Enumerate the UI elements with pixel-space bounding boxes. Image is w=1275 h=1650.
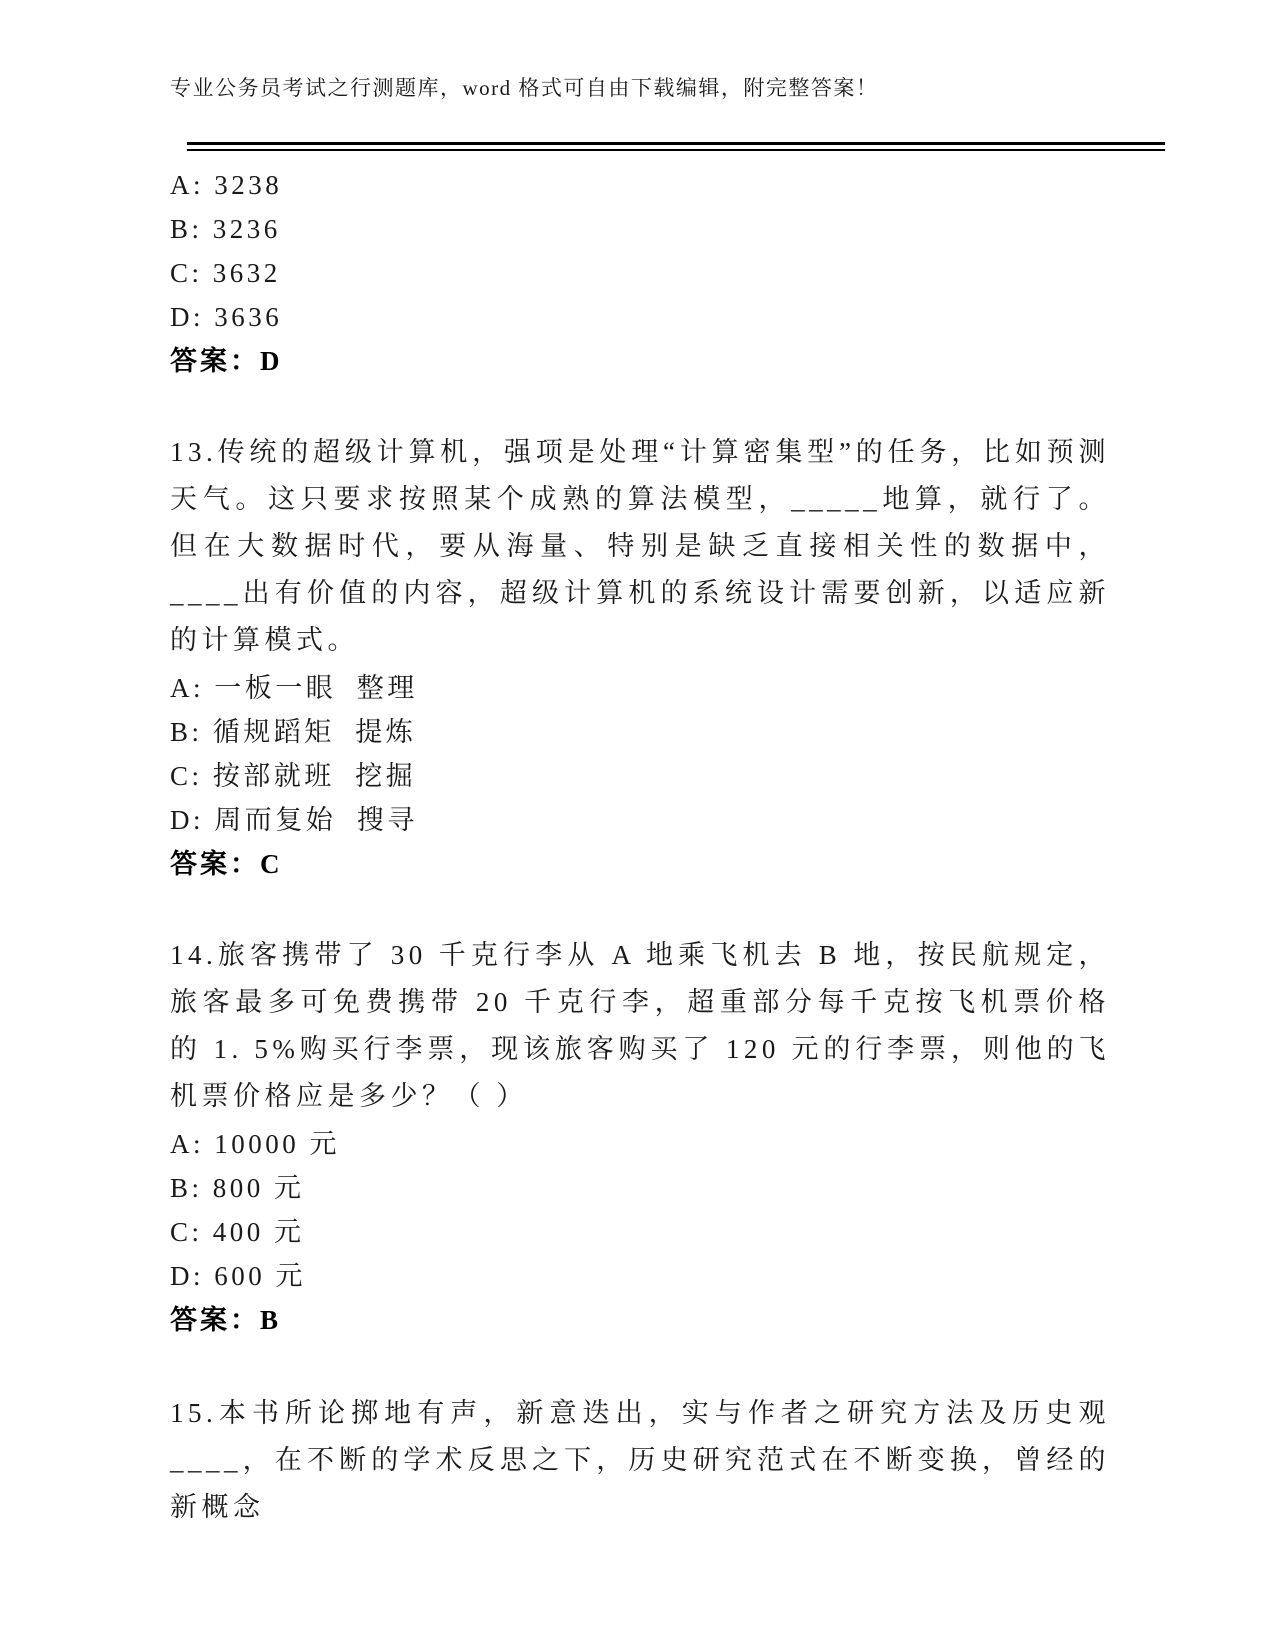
page-content <box>170 163 1110 1531</box>
option-row-c: C: 按部就班 挖掘 <box>170 761 417 791</box>
header-divider <box>187 142 1165 151</box>
option-row-a: A: 10000 元 <box>170 1129 340 1159</box>
question-14 <box>170 932 1110 1342</box>
answer-row: 答案：D <box>170 346 283 376</box>
question-text: 15.本书所论掷地有声，新意迭出，实与作者之研究方法及历史观____，在不断的学术反思之下，历史研究范式在不断变换，曾经的新概念 <box>170 1398 1110 1522</box>
page-header <box>170 72 1110 104</box>
option-row-b: B: 800 元 <box>170 1173 305 1203</box>
option-row-d: D: 周而复始 搜寻 <box>170 805 418 835</box>
question-text: 14.旅客携带了 30 千克行李从 A 地乘飞机去 B 地，按民航规定，旅客最多可免费携带 20 千克行李，超重部分每千克按飞机票价格的 1. 5%购买行李票，现该旅客购买了 120 元的行李票，则他的飞机票价格应是多少？（ ） <box>170 940 1110 1111</box>
option-row-d: D: 600 元 <box>170 1261 306 1291</box>
option-row-c: C: 3632 <box>170 258 281 288</box>
question-text: 13.传统的超级计算机，强项是处理“计算密集型”的任务，比如预测天气。这只要求按照某个成熟的算法模型，_____地算，就行了。但在大数据时代，要从海量、特别是缺乏直接相关性的数据中，____出有价值的内容，超级计算机的系统设计需要创新，以适应新的计算模式。 <box>170 437 1110 655</box>
answer-row: 答案：B <box>170 1305 282 1335</box>
option-row-a: A: 一板一眼 整理 <box>170 673 418 703</box>
question-15 <box>170 1390 1110 1531</box>
header-title: 专业公务员考试之行测题库，word 格式可自由下载编辑，附完整答案！ <box>170 76 879 100</box>
question-13 <box>170 429 1110 886</box>
option-row-c: C: 400 元 <box>170 1217 305 1247</box>
option-row-a: A: 3238 <box>170 170 283 200</box>
option-row-b: B: 循规蹈矩 提炼 <box>170 717 417 747</box>
question-12-tail <box>170 163 1110 383</box>
answer-row: 答案：C <box>170 849 283 879</box>
option-row-d: D: 3636 <box>170 302 283 332</box>
option-row-b: B: 3236 <box>170 214 281 244</box>
